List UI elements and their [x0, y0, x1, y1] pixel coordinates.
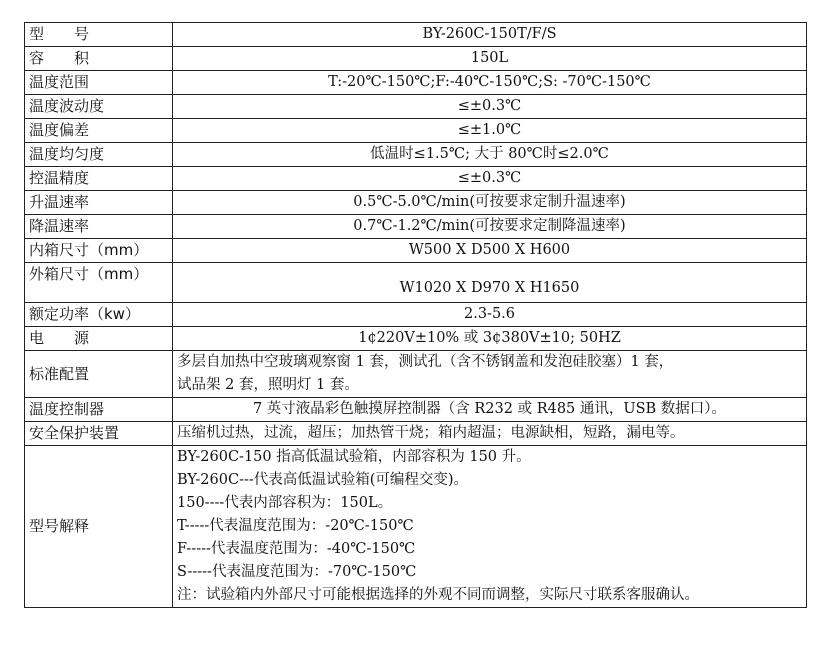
row-label-rated-power: 额定功率（kw） — [25, 303, 173, 327]
row-value-temp-deviation: ≤±1.0℃ — [173, 119, 807, 143]
row-label-temp-fluctuation: 温度波动度 — [25, 95, 173, 119]
row-value-volume: 150L — [173, 47, 807, 71]
row-value-rated-power: 2.3-5.6 — [173, 303, 807, 327]
row-value-temp-uniformity: 低温时≤1.5℃; 大于 80℃时≤2.0℃ — [173, 143, 807, 167]
row-label-temp-deviation: 温度偏差 — [25, 119, 173, 143]
table-row — [25, 23, 807, 47]
row-label-controller: 温度控制器 — [25, 398, 173, 422]
table-row — [25, 263, 807, 303]
table-row — [25, 95, 807, 119]
explanation-line: BY-260C-150 指高低温试验箱，内部容积为 150 升。 — [177, 449, 531, 465]
explanation-line: 150----代表内部容积为：150L。 — [177, 495, 393, 511]
row-value-heating-rate: 0.5℃-5.0℃/min(可按要求定制升温速率) — [173, 191, 807, 215]
table-row — [25, 303, 807, 327]
table-row — [25, 422, 807, 446]
row-value-standard-config — [173, 351, 807, 398]
table-row — [25, 47, 807, 71]
table-row — [25, 327, 807, 351]
table-row — [25, 215, 807, 239]
explanation-line: S-----代表温度范围为：-70℃-150℃ — [177, 564, 417, 580]
row-value-inner-size: W500 X D500 X H600 — [173, 239, 807, 263]
table-row — [25, 351, 807, 398]
table-row — [25, 239, 807, 263]
spec-table — [24, 22, 807, 608]
explanation-line: BY-260C---代表高低温试验箱(可编程交变)。 — [177, 472, 469, 488]
row-label-temp-uniformity: 温度均匀度 — [25, 143, 173, 167]
row-label-volume: 容 积 — [25, 47, 173, 71]
table-row — [25, 71, 807, 95]
row-value-temp-fluctuation: ≤±0.3℃ — [173, 95, 807, 119]
row-value-controller: 7 英寸液晶彩色触摸屏控制器（含 R232 或 R485 通讯，USB 数据口）。 — [173, 398, 807, 422]
explanation-line: F-----代表温度范围为：-40℃-150℃ — [177, 541, 416, 557]
row-value-temp-range: T:-20℃-150℃;F:-40℃-150℃;S: -70℃-150℃ — [173, 71, 807, 95]
row-label-standard-config: 标准配置 — [25, 351, 173, 398]
table-row — [25, 398, 807, 422]
row-label-inner-size: 内箱尺寸（mm） — [25, 239, 173, 263]
row-label-control-accuracy: 控温精度 — [25, 167, 173, 191]
explanation-note: 注：试验箱内外部尺寸可能根据选择的外观不同而调整，实际尺寸联系客服确认。 — [177, 587, 699, 603]
explanation-line: T-----代表温度范围为：-20℃-150℃ — [177, 518, 414, 534]
row-value-model: BY-260C-150T/F/S — [173, 23, 807, 47]
row-value-outer-size: W1020 X D970 X H1650 — [173, 263, 807, 303]
row-value-safety: 压缩机过热，过流，超压；加热管干烧；箱内超温；电源缺相，短路，漏电等。 — [173, 422, 807, 446]
row-label-model: 型 号 — [25, 23, 173, 47]
table-row — [25, 143, 807, 167]
table-row — [25, 191, 807, 215]
standard-config-line: 多层自加热中空玻璃观察窗 1 套，测试孔（含不锈钢盖和发泡硅胶塞）1 套， — [177, 354, 674, 370]
row-label-cooling-rate: 降温速率 — [25, 215, 173, 239]
row-label-heating-rate: 升温速率 — [25, 191, 173, 215]
row-label-power-supply: 电 源 — [25, 327, 173, 351]
row-value-control-accuracy: ≤±0.3℃ — [173, 167, 807, 191]
standard-config-line: 试品架 2 套，照明灯 1 套。 — [177, 377, 359, 393]
row-label-temp-range: 温度范围 — [25, 71, 173, 95]
row-value-cooling-rate: 0.7℃-1.2℃/min(可按要求定制降温速率) — [173, 215, 807, 239]
row-label-outer-size: 外箱尺寸（mm） — [25, 263, 173, 303]
table-row — [25, 119, 807, 143]
row-label-model-explanation: 型号解释 — [25, 446, 173, 608]
table-row — [25, 446, 807, 608]
row-label-safety: 安全保护装置 — [25, 422, 173, 446]
row-value-power-supply: 1¢220V±10% 或 3¢380V±10; 50HZ — [173, 327, 807, 351]
row-value-model-explanation — [173, 446, 807, 608]
table-row — [25, 167, 807, 191]
